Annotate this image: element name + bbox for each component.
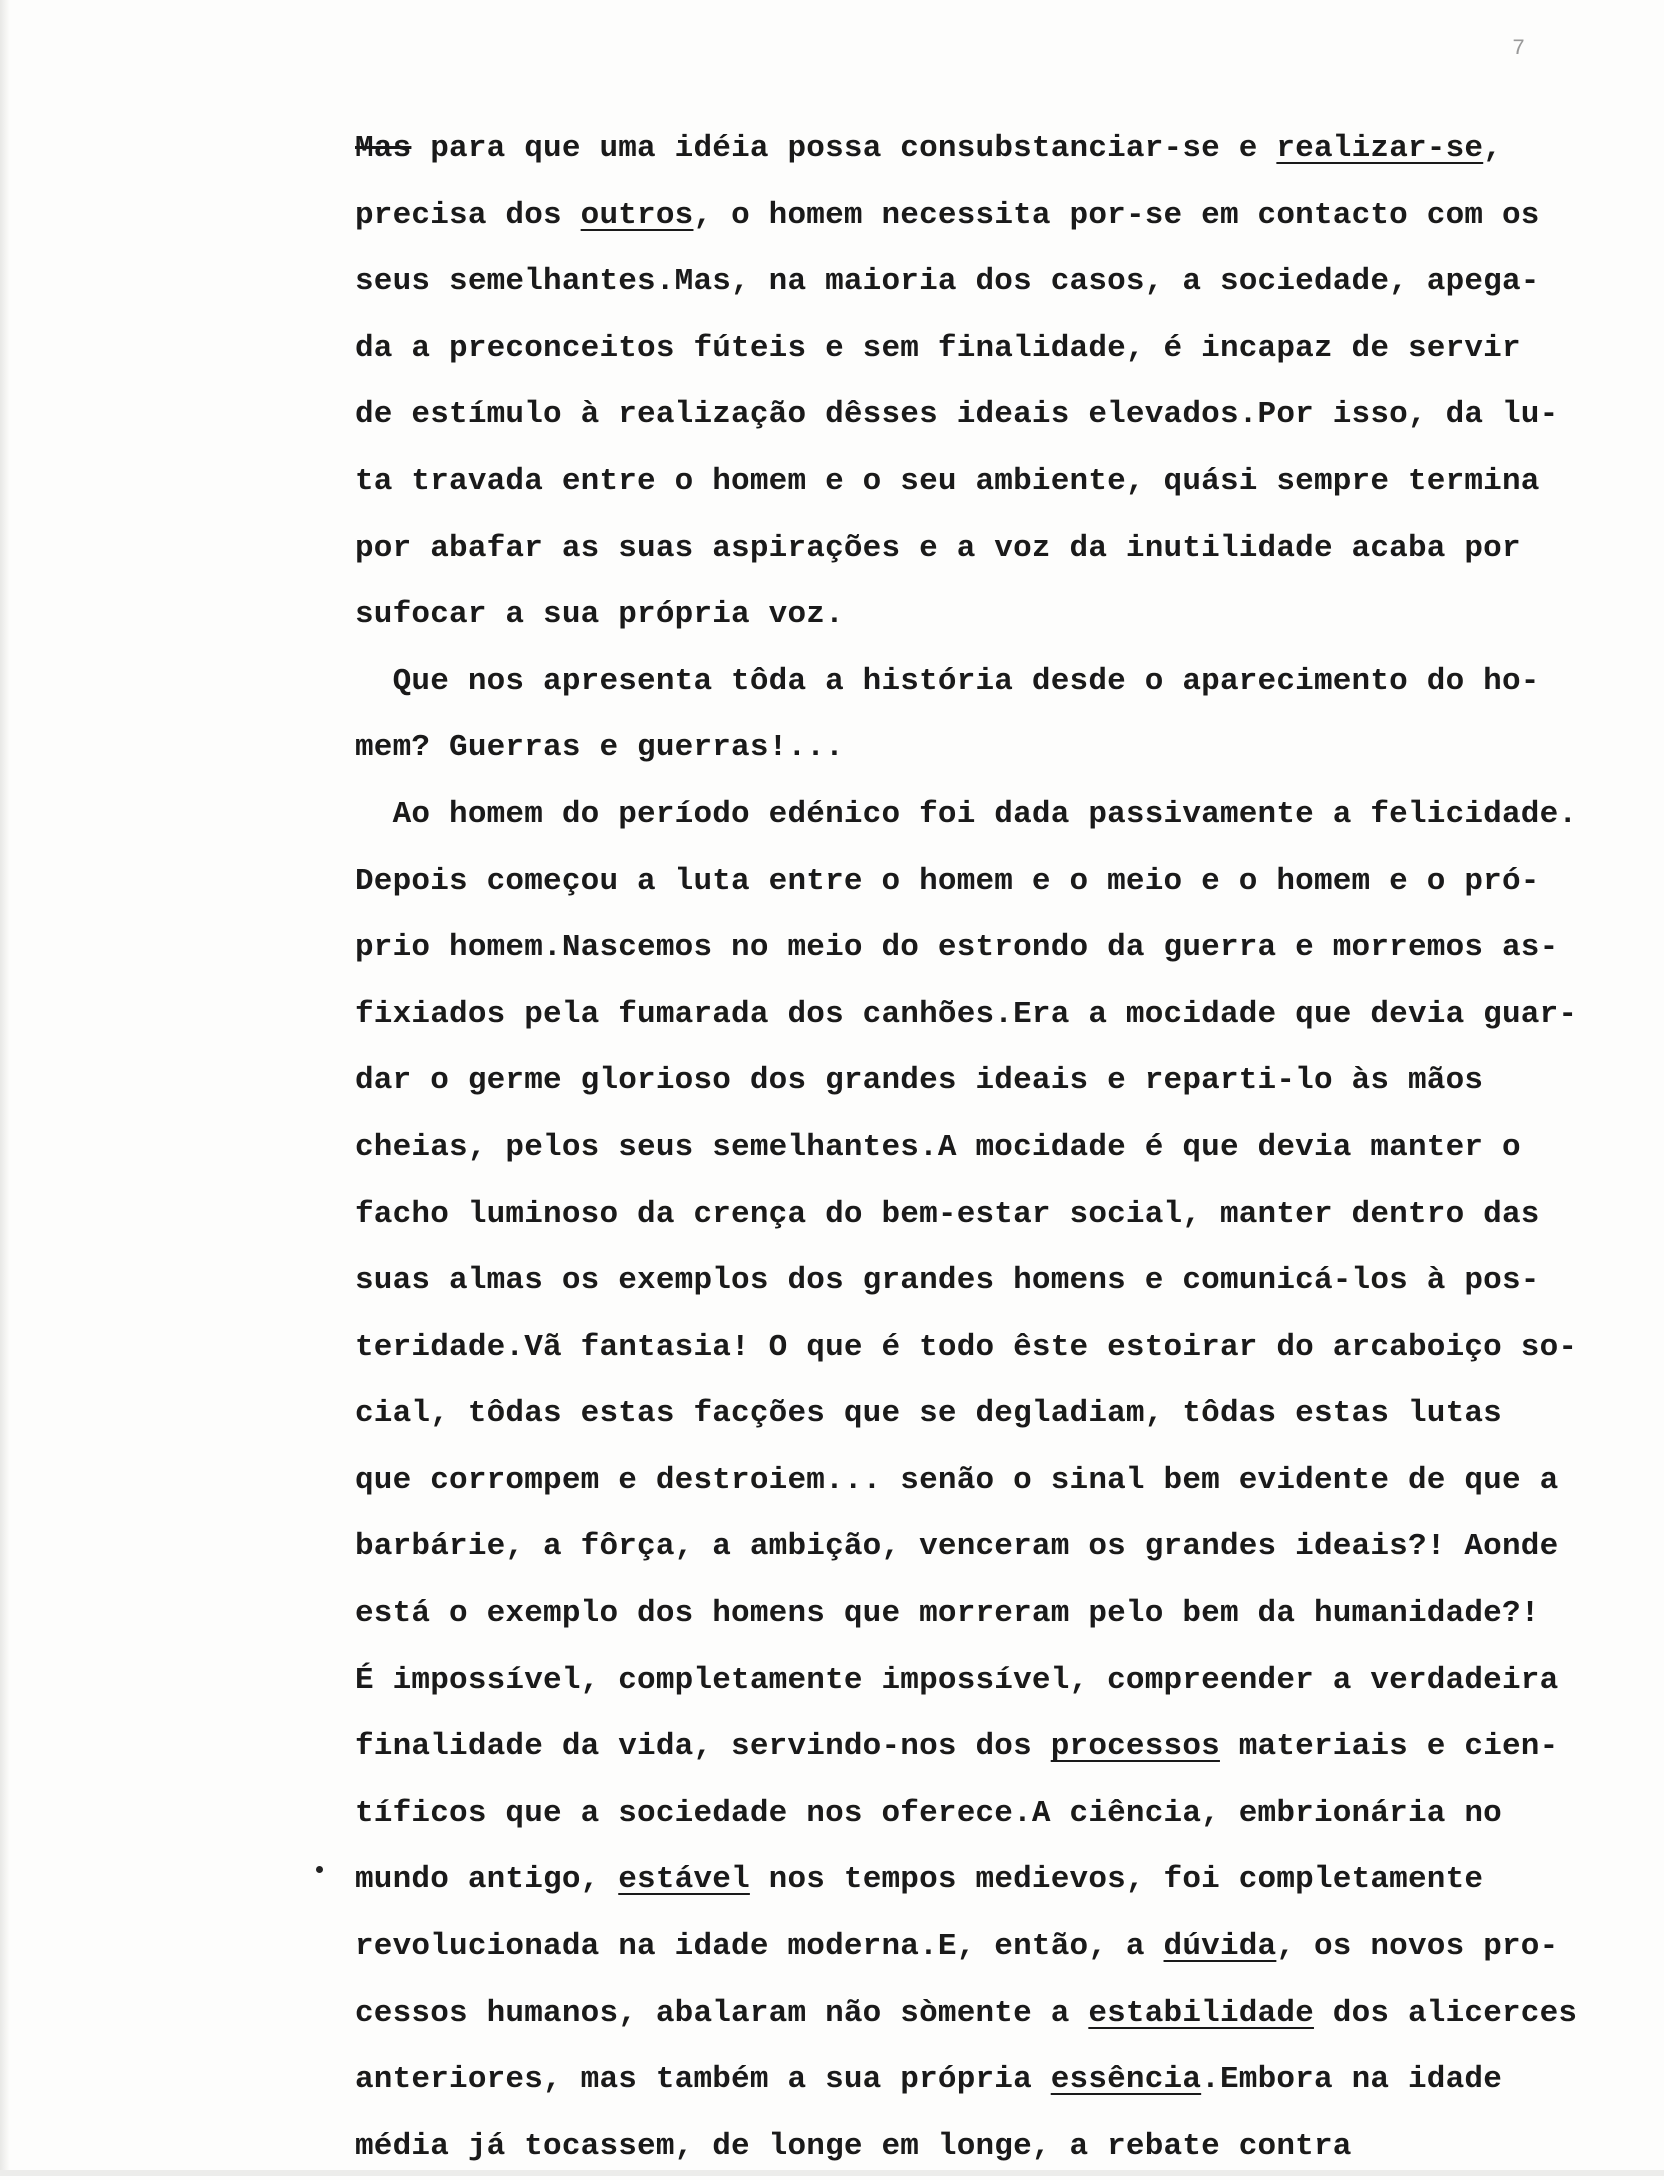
- text-run: fixiados pela fumarada dos canhões.Era a mocidade que devia guar-: [355, 996, 1578, 1032]
- text-run: Depois começou a luta entre o homem e o meio e o homem e o pró-: [355, 863, 1540, 899]
- text-run: por abafar as suas aspirações e a voz da inutilidade acaba por: [355, 530, 1521, 566]
- text-line: [355, 649, 1655, 716]
- text-line: [355, 1581, 1655, 1648]
- text-line: [355, 1981, 1655, 2048]
- margin-ink-dot: [316, 1866, 323, 1873]
- underlined-word: processos: [1050, 1729, 1220, 1765]
- text-run: .Embora na idade: [1201, 2062, 1503, 2098]
- text-line: [355, 1381, 1655, 1448]
- text-run: finalidade da vida, servindo-nos dos: [355, 1729, 1051, 1765]
- text-line: [355, 1182, 1655, 1249]
- text-run: seus semelhantes.Mas, na maioria dos casos, a sociedade, apega-: [355, 264, 1540, 300]
- text-line: [355, 1115, 1655, 1182]
- text-run: de estímulo à realização dêsses ideais elevados.Por isso, da lu-: [355, 397, 1559, 433]
- text-run: da a preconceitos fúteis e sem finalidade, é incapaz de servir: [355, 330, 1521, 366]
- underlined-word: estável: [618, 1862, 750, 1898]
- text-line: [355, 249, 1655, 316]
- text-run: É impossível, completamente impossível, compreender a verdadeira: [355, 1662, 1559, 1698]
- text-run: precisa dos: [355, 197, 581, 233]
- text-run: materiais e cien-: [1219, 1729, 1559, 1765]
- underlined-word: outros: [580, 197, 694, 233]
- text-line: [355, 982, 1655, 1049]
- text-run: facho luminoso da crença do bem-estar social, manter dentro das: [355, 1196, 1540, 1232]
- text-line: [355, 1648, 1655, 1715]
- text-run: nos tempos medievos, foi completamente: [749, 1862, 1484, 1898]
- text-run: revolucionada na idade moderna.E, então, a: [355, 1929, 1164, 1965]
- text-line: [355, 183, 1655, 250]
- text-run: dos alicerces: [1313, 1995, 1578, 2031]
- underlined-word: dúvida: [1163, 1929, 1277, 1965]
- text-run: sufocar a sua própria voz.: [355, 597, 844, 633]
- text-run: tíficos que a sociedade nos oferece.A ciência, embrionária no: [355, 1795, 1502, 1831]
- underlined-word: realizar-se: [1276, 131, 1484, 166]
- text-line: [355, 1048, 1655, 1115]
- text-run: ,: [1483, 131, 1503, 166]
- text-line: [355, 2047, 1655, 2114]
- text-line: [355, 782, 1655, 849]
- text-run: prio homem.Nascemos no meio do estrondo da guerra e morremos as-: [355, 930, 1559, 966]
- text-line: [355, 1514, 1655, 1581]
- text-line: [355, 915, 1655, 982]
- text-line: [355, 715, 1655, 782]
- text-line: [355, 382, 1655, 449]
- text-line: [355, 1914, 1655, 1981]
- text-run: cial, tôdas estas facções que se degladiam, tôdas estas lutas: [355, 1396, 1502, 1432]
- paper-bottom-edge: [0, 2170, 1664, 2176]
- text-run: teridade.Vã fantasia! O que é todo êste estoirar do arcaboiço so-: [355, 1329, 1578, 1365]
- text-line: [355, 1448, 1655, 1515]
- text-line: [355, 316, 1655, 383]
- struck-word: Mas: [355, 131, 412, 166]
- typed-text-body: [355, 116, 1655, 2180]
- text-line: [355, 582, 1655, 649]
- paper-left-edge: [0, 0, 10, 2176]
- text-run: média já tocassem, de longe em longe, a rebate contra: [355, 2128, 1352, 2164]
- text-run: Ao homem do período edénico foi dada passivamente a felicidade.: [355, 796, 1578, 832]
- text-run: mem? Guerras e guerras!...: [355, 730, 844, 766]
- text-run: cessos humanos, abalaram não sòmente a: [355, 1995, 1089, 2031]
- text-line: [355, 1714, 1655, 1781]
- text-run: , os novos pro-: [1276, 1929, 1559, 1965]
- text-run: Que nos apresenta tôda a história desde o aparecimento do ho-: [355, 663, 1540, 699]
- underlined-word: essência: [1050, 2062, 1202, 2098]
- text-line: [355, 1248, 1655, 1315]
- text-line: [355, 1781, 1655, 1848]
- text-line: [355, 449, 1655, 516]
- text-run: que corrompem e destroiem... senão o sinal bem evidente de que a: [355, 1462, 1559, 1498]
- text-run: suas almas os exemplos dos grandes homens e comunicá-los à pos-: [355, 1263, 1540, 1299]
- text-run: está o exemplo dos homens que morreram pelo bem da humanidade?!: [355, 1596, 1540, 1632]
- text-line: [355, 849, 1655, 916]
- text-run: ta travada entre o homem e o seu ambiente, quási sempre termina: [355, 463, 1540, 499]
- text-run: anteriores, mas também a sua própria: [355, 2062, 1051, 2098]
- text-run: mundo antigo,: [355, 1862, 619, 1898]
- text-run: dar o germe glorioso dos grandes ideais e reparti-lo às mãos: [355, 1063, 1484, 1099]
- text-run: barbárie, a fôrça, a ambição, venceram os grandes ideais?! Aonde: [355, 1529, 1559, 1565]
- text-line: [355, 1847, 1655, 1914]
- page-number: 7: [1512, 36, 1526, 61]
- text-run: , o homem necessita por-se em contacto com os: [693, 197, 1540, 233]
- text-run: cheias, pelos seus semelhantes.A mocidade é que devia manter o: [355, 1129, 1521, 1165]
- text-run: para que uma idéia possa consubstanciar-se e: [411, 131, 1277, 166]
- text-line: [355, 1315, 1655, 1382]
- text-line: [355, 116, 1655, 183]
- text-line: [355, 516, 1655, 583]
- underlined-word: estabilidade: [1088, 1995, 1314, 2031]
